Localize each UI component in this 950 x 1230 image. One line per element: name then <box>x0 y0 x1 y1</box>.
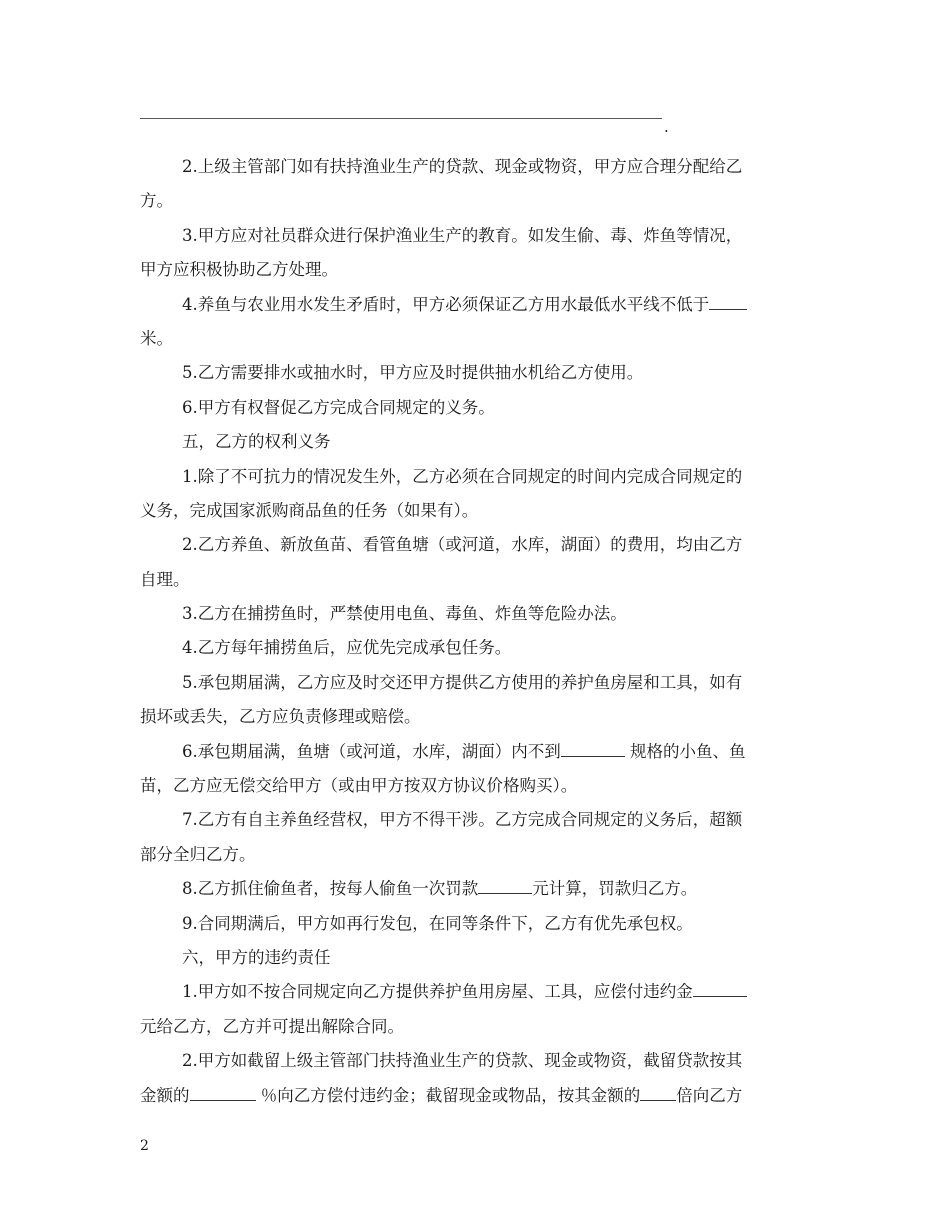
text-line: 元给乙方，乙方并可提出解除合同。 <box>140 1016 404 1036</box>
text-line: 1.甲方如不按合同规定向乙方提供养护鱼用房屋、工具，应偿付违约金 <box>140 975 812 1009</box>
text-line: 4.乙方每年捕捞鱼后，应优先完成承包任务。 <box>182 638 512 658</box>
section-heading: 五，乙方的权利义务 <box>182 432 331 452</box>
fill-blank-percent <box>190 1084 256 1101</box>
text-line: 6.承包期届满，鱼塘（或河道，水库，湖面）内不到 规格的小鱼、鱼 <box>182 741 746 761</box>
section-heading: 六，甲方的违约责任 <box>182 947 331 967</box>
fill-blank-water-level <box>709 293 747 310</box>
top-fill-line <box>140 118 662 119</box>
page-number: 2 <box>140 1138 149 1154</box>
fill-blank-multiple <box>640 1084 676 1101</box>
text-line: 义务，完成国家派购商品鱼的任务（如果有）。 <box>140 500 479 520</box>
text-line: 部分全归乙方。 <box>140 844 256 864</box>
text-line: 8.乙方抓住偷鱼者，按每人偷鱼一次罚款 元计算，罚款归乙方。 <box>182 879 698 899</box>
text-line: 自理。 <box>140 569 190 589</box>
text-line: 6.甲方有权督促乙方完成合同规定的义务。 <box>182 397 495 417</box>
text-line: 1.除了不可抗力的情况发生外，乙方必须在合同规定的时间内完成合同规定的 <box>182 466 743 486</box>
text-line: 方。 <box>140 191 173 211</box>
top-line-period: . <box>664 118 669 136</box>
text-line: 金额的 ％向乙方偿付违约金；截留现金或物品，按其金额的 倍向乙方 <box>140 1085 743 1105</box>
text-line: 9.合同期满后，甲方如再行发包，在同等条件下，乙方有优先承包权。 <box>182 913 693 933</box>
text-line: 2.乙方养鱼、新放鱼苗、看管鱼塘（或河道，水库，湖面）的费用，均由乙方 <box>182 535 743 555</box>
text-line: 3.乙方在捕捞鱼时，严禁使用电鱼、毒鱼、炸鱼等危险办法。 <box>182 604 627 624</box>
fill-blank-fine-amount <box>478 877 532 894</box>
text-line: 5.乙方需要排水或抽水时，甲方应及时提供抽水机给乙方使用。 <box>182 363 644 383</box>
text-line: 甲方应积极协助乙方处理。 <box>140 260 338 280</box>
text-line: 4.养鱼与农业用水发生矛盾时，甲方必须保证乙方用水最低水平线不低于 <box>140 288 812 322</box>
text-line: 5.承包期届满，乙方应及时交还甲方提供乙方使用的养护鱼房屋和工具，如有 <box>182 672 743 692</box>
contract-body <box>140 150 812 1113</box>
text-line: 损坏或丢失，乙方应负责修理或赔偿。 <box>140 707 421 727</box>
text-line: 7.乙方有自主养鱼经营权，甲方不得干涉。乙方完成合同规定的义务后，超额 <box>182 810 743 830</box>
text-line: 2.上级主管部门如有扶持渔业生产的贷款、现金或物资，甲方应合理分配给乙 <box>182 157 743 176</box>
text-line: 2.甲方如截留上级主管部门扶持渔业生产的贷款、现金或物资，截留贷款按其 <box>182 1051 743 1071</box>
fill-blank-penalty <box>693 980 747 997</box>
text-line: 米。 <box>140 328 173 348</box>
text-line: 苗，乙方应无偿交给甲方（或由甲方按双方协议价格购买）。 <box>140 776 578 796</box>
fill-blank-fish-size <box>561 740 625 757</box>
text-line: 3.甲方应对社员群众进行保护渔业生产的教育。如发生偷、毒、炸鱼等情况， <box>182 225 743 245</box>
